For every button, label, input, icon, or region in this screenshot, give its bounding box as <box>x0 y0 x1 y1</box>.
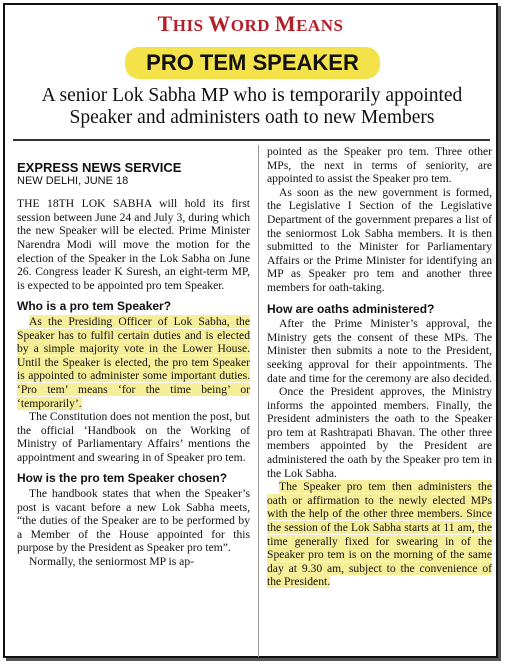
section-heading-how-chosen: How is the pro tem Speaker chosen? <box>17 471 228 486</box>
byline-dateline: NEW DELHI, JUNE 18 <box>17 174 129 187</box>
paragraph: The Constitution does not mention the post, but the official ‘Handbook on the Working of Ministry of Parliamentary Affairs’ mentions the appointment and swearing in of Speaker pro tem. <box>17 410 250 464</box>
paragraph: As soon as the new government is formed, the Legislative I Section of the Legislative Department of the government prepares a list of the seniormost Lok Sabha members. It is then submitted to the Minister for Parliamentary Affairs or the Prime Minister for identifying an MP as Speaker pro tem and another three members for oath-taking. <box>267 185 492 294</box>
byline-service: EXPRESS NEWS SERVICE <box>17 160 182 175</box>
kicker-t: T <box>157 11 173 36</box>
section-heading-who: Who is a pro tem Speaker? <box>17 299 172 314</box>
paragraph: After the Prime Minister’s approval, the Ministry gets the consent of these MPs. The Minister then submits a note to the President, seeking approval for their appointments. The date and time for the ceremony are also decided. <box>267 317 493 385</box>
highlighted-text: As the Presiding Officer of Lok Sabha, the Speaker has to fulfil certain duties and is elected by a simple majority vote in the Lower House. Until the Speaker is elected, the pro tem Speaker is appointed to administer some important duties. ‘Pro tem’ means ‘for the time being’ or ‘temporarily’. <box>17 314 250 410</box>
kicker-m: M <box>274 11 297 36</box>
intro-paragraph: THE 18TH LOK SABHA will hold its first session between June 24 and July 3, during which the new Speaker will be elected. Prime Minister Narendra Modi will move the motion for the election of the Speaker in the Lok Sabha on June 26. Congress leader K Suresh, an eight-term MP, is expected to be appointed pro tem Speaker. <box>17 197 250 292</box>
deck: A senior Lok Sabha MP who is temporarily appointed Speaker and administers oath to new Members <box>41 85 463 128</box>
kicker <box>5 11 496 37</box>
headline: PRO TEM SPEAKER <box>125 47 380 79</box>
highlighted-text: The Speaker pro tem then administers the oath or affirmation to the newly elected MPs with the help of the other three members. Since the session of the Lok Sabha starts at 11 am, the time generally fixed for swearing in of the Speaker pro tem is on the morning of the same day at 9.30 am, subject to the convenience of the President. <box>267 480 492 589</box>
kicker-w: W <box>208 11 231 36</box>
kicker-this: HIS <box>172 16 209 35</box>
kicker-word: ORD <box>230 16 275 35</box>
column-divider <box>258 145 259 657</box>
paragraph <box>267 480 492 589</box>
paragraph: pointed as the Speaker pro tem. Three other MPs, the next in terms of seniority, are appointed to assist the Speaker pro tem. <box>267 145 492 186</box>
header-divider <box>13 139 490 141</box>
paragraph <box>17 315 250 410</box>
right-column <box>267 145 492 589</box>
paragraph: Once the President approves, the Ministry informs the appointed members. Finally, the President administers the oath to the Speaker pro tem at Rashtrapati Bhavan. The other three members appointed by the President are administered the oath by the Speaker pro tem in the Lok Sabha. <box>267 385 492 480</box>
section-heading-oaths: How are oaths administered? <box>267 301 435 316</box>
paragraph: The handbook states that when the Speaker’s post is vacant before a new Lok Sabha meets, “the duties of the Speaker are to be performed by a Member of the House appointed for this purpose by the President as Speaker pro tem”. <box>17 487 250 555</box>
left-column <box>17 151 250 569</box>
paragraph: Normally, the seniormost MP is ap- <box>29 555 194 569</box>
kicker-means: EANS <box>296 16 344 35</box>
article-frame <box>3 3 498 658</box>
